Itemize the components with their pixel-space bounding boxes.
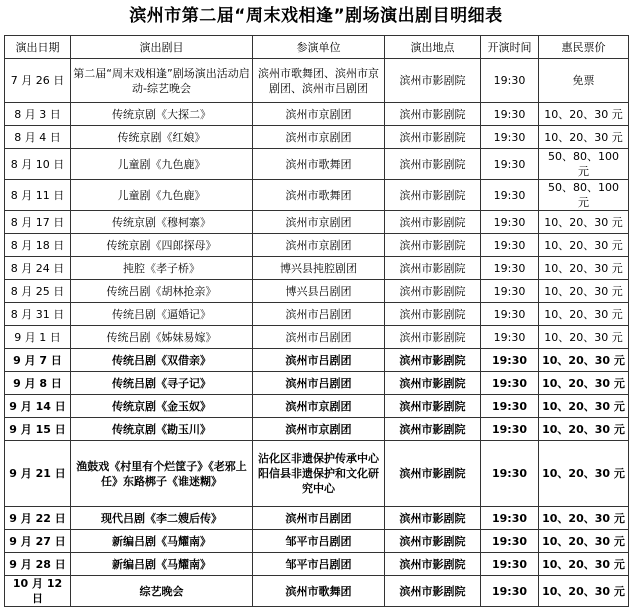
date-cell: 9 月 14 日 [5, 395, 71, 418]
venue-cell: 滨州市影剧院 [385, 280, 481, 303]
date-cell: 9 月 27 日 [5, 530, 71, 553]
unit-cell: 滨州市京剧团 [253, 103, 385, 126]
time-cell: 19:30 [481, 349, 539, 372]
column-header-venue: 演出地点 [385, 36, 481, 59]
unit-cell: 滨州市吕剧团 [253, 326, 385, 349]
table-row [5, 372, 629, 395]
time-cell: 19:30 [481, 234, 539, 257]
table-row [5, 180, 629, 211]
table-row [5, 507, 629, 530]
time-cell: 19:30 [481, 149, 539, 180]
program-cell: 传统京剧《红娘》 [71, 126, 253, 149]
time-cell: 19:30 [481, 257, 539, 280]
venue-cell: 滨州市影剧院 [385, 126, 481, 149]
program-cell: 扽腔《孝子桥》 [71, 257, 253, 280]
price-cell: 10、20、30 元 [539, 372, 629, 395]
table-row [5, 418, 629, 441]
time-cell: 19:30 [481, 372, 539, 395]
time-cell: 19:30 [481, 418, 539, 441]
time-cell: 19:30 [481, 103, 539, 126]
venue-cell: 滨州市影剧院 [385, 180, 481, 211]
price-cell: 10、20、30 元 [539, 576, 629, 607]
unit-cell: 滨州市歌舞团 [253, 180, 385, 211]
date-cell: 8 月 31 日 [5, 303, 71, 326]
date-cell: 8 月 18 日 [5, 234, 71, 257]
program-cell: 综艺晚会 [71, 576, 253, 607]
date-cell: 9 月 7 日 [5, 349, 71, 372]
column-header-price: 惠民票价 [539, 36, 629, 59]
unit-cell: 滨州市京剧团 [253, 234, 385, 257]
price-cell: 10、20、30 元 [539, 234, 629, 257]
price-cell: 50、80、100 元 [539, 149, 629, 180]
price-cell: 10、20、30 元 [539, 103, 629, 126]
program-cell: 传统京剧《金玉奴》 [71, 395, 253, 418]
table-row [5, 59, 629, 103]
column-header-date: 演出日期 [5, 36, 71, 59]
program-cell: 传统京剧《大探二》 [71, 103, 253, 126]
price-cell: 10、20、30 元 [539, 211, 629, 234]
unit-cell: 邹平市吕剧团 [253, 530, 385, 553]
date-cell: 8 月 3 日 [5, 103, 71, 126]
venue-cell: 滨州市影剧院 [385, 576, 481, 607]
unit-cell: 邹平市吕剧团 [253, 553, 385, 576]
program-cell: 传统京剧《穆柯寨》 [71, 211, 253, 234]
price-cell: 10、20、30 元 [539, 349, 629, 372]
table-row [5, 211, 629, 234]
venue-cell: 滨州市影剧院 [385, 530, 481, 553]
venue-cell: 滨州市影剧院 [385, 211, 481, 234]
program-cell: 儿童剧《九色鹿》 [71, 180, 253, 211]
table-row [5, 576, 629, 607]
table-row [5, 280, 629, 303]
program-cell: 儿童剧《九色鹿》 [71, 149, 253, 180]
program-cell: 传统吕剧《逼婚记》 [71, 303, 253, 326]
price-cell: 10、20、30 元 [539, 553, 629, 576]
price-cell: 10、20、30 元 [539, 441, 629, 507]
price-cell: 10、20、30 元 [539, 507, 629, 530]
time-cell: 19:30 [481, 326, 539, 349]
program-cell: 传统吕剧《寻子记》 [71, 372, 253, 395]
unit-cell: 滨州市吕剧团 [253, 303, 385, 326]
venue-cell: 滨州市影剧院 [385, 418, 481, 441]
time-cell: 19:30 [481, 553, 539, 576]
time-cell: 19:30 [481, 180, 539, 211]
date-cell: 10 月 12 日 [5, 576, 71, 607]
unit-cell: 滨州市吕剧团 [253, 349, 385, 372]
date-cell: 9 月 22 日 [5, 507, 71, 530]
date-cell: 9 月 28 日 [5, 553, 71, 576]
program-cell: 新编吕剧《马耀南》 [71, 553, 253, 576]
price-cell: 10、20、30 元 [539, 530, 629, 553]
unit-cell: 滨州市京剧团 [253, 211, 385, 234]
date-cell: 8 月 4 日 [5, 126, 71, 149]
venue-cell: 滨州市影剧院 [385, 441, 481, 507]
time-cell: 19:30 [481, 280, 539, 303]
date-cell: 7 月 26 日 [5, 59, 71, 103]
table-row [5, 234, 629, 257]
venue-cell: 滨州市影剧院 [385, 149, 481, 180]
page-title: 滨州市第二届“周末戏相逢”剧场演出剧目明细表 [129, 6, 503, 26]
table-row [5, 149, 629, 180]
time-cell: 19:30 [481, 59, 539, 103]
price-cell: 10、20、30 元 [539, 303, 629, 326]
table-row [5, 553, 629, 576]
table-header-row [5, 36, 629, 59]
table-row [5, 349, 629, 372]
price-cell: 10、20、30 元 [539, 280, 629, 303]
unit-cell: 滨州市歌舞团 [253, 149, 385, 180]
program-cell: 渔鼓戏《村里有个烂筐子》《老邪上任》东路梆子《谁迷糊》 [71, 441, 253, 507]
program-cell: 传统吕剧《姊妹易嫁》 [71, 326, 253, 349]
date-cell: 8 月 17 日 [5, 211, 71, 234]
unit-cell: 滨州市歌舞团、滨州市京剧团、滨州市吕剧团 [253, 59, 385, 103]
unit-cell: 滨州市吕剧团 [253, 372, 385, 395]
unit-cell: 沾化区非遗保护传承中心 阳信县非遗保护和文化研究中心 [253, 441, 385, 507]
date-cell: 8 月 25 日 [5, 280, 71, 303]
column-header-unit: 参演单位 [253, 36, 385, 59]
program-cell: 第二届“周末戏相逢”剧场演出活动启动-综艺晚会 [71, 59, 253, 103]
unit-cell: 滨州市京剧团 [253, 418, 385, 441]
table-row [5, 530, 629, 553]
venue-cell: 滨州市影剧院 [385, 234, 481, 257]
venue-cell: 滨州市影剧院 [385, 395, 481, 418]
date-cell: 8 月 24 日 [5, 257, 71, 280]
program-cell: 传统吕剧《双借亲》 [71, 349, 253, 372]
table-row [5, 395, 629, 418]
date-cell: 9 月 15 日 [5, 418, 71, 441]
price-cell: 10、20、30 元 [539, 126, 629, 149]
unit-cell: 博兴县扽腔剧团 [253, 257, 385, 280]
table-row [5, 126, 629, 149]
price-cell: 10、20、30 元 [539, 326, 629, 349]
schedule-table [4, 35, 629, 607]
time-cell: 19:30 [481, 507, 539, 530]
venue-cell: 滨州市影剧院 [385, 372, 481, 395]
time-cell: 19:30 [481, 211, 539, 234]
price-cell: 10、20、30 元 [539, 257, 629, 280]
venue-cell: 滨州市影剧院 [385, 257, 481, 280]
program-cell: 传统吕剧《胡林抢亲》 [71, 280, 253, 303]
program-cell: 新编吕剧《马耀南》 [71, 530, 253, 553]
column-header-program: 演出剧目 [71, 36, 253, 59]
venue-cell: 滨州市影剧院 [385, 553, 481, 576]
column-header-time: 开演时间 [481, 36, 539, 59]
date-cell: 9 月 21 日 [5, 441, 71, 507]
program-cell: 传统京剧《四郎探母》 [71, 234, 253, 257]
time-cell: 19:30 [481, 530, 539, 553]
unit-cell: 滨州市吕剧团 [253, 507, 385, 530]
table-row [5, 326, 629, 349]
venue-cell: 滨州市影剧院 [385, 326, 481, 349]
venue-cell: 滨州市影剧院 [385, 507, 481, 530]
time-cell: 19:30 [481, 303, 539, 326]
unit-cell: 滨州市京剧团 [253, 126, 385, 149]
program-cell: 传统京剧《勘玉川》 [71, 418, 253, 441]
program-cell: 现代吕剧《李二嫂后传》 [71, 507, 253, 530]
unit-cell: 滨州市歌舞团 [253, 576, 385, 607]
time-cell: 19:30 [481, 126, 539, 149]
time-cell: 19:30 [481, 441, 539, 507]
venue-cell: 滨州市影剧院 [385, 59, 481, 103]
price-cell: 免票 [539, 59, 629, 103]
unit-cell: 博兴县吕剧团 [253, 280, 385, 303]
time-cell: 19:30 [481, 576, 539, 607]
price-cell: 10、20、30 元 [539, 395, 629, 418]
venue-cell: 滨州市影剧院 [385, 303, 481, 326]
table-row [5, 441, 629, 507]
date-cell: 9 月 8 日 [5, 372, 71, 395]
price-cell: 10、20、30 元 [539, 418, 629, 441]
date-cell: 8 月 11 日 [5, 180, 71, 211]
price-cell: 50、80、100 元 [539, 180, 629, 211]
table-row [5, 257, 629, 280]
date-cell: 8 月 10 日 [5, 149, 71, 180]
date-cell: 9 月 1 日 [5, 326, 71, 349]
time-cell: 19:30 [481, 395, 539, 418]
unit-cell: 滨州市京剧团 [253, 395, 385, 418]
venue-cell: 滨州市影剧院 [385, 103, 481, 126]
table-row [5, 303, 629, 326]
table-row [5, 103, 629, 126]
venue-cell: 滨州市影剧院 [385, 349, 481, 372]
